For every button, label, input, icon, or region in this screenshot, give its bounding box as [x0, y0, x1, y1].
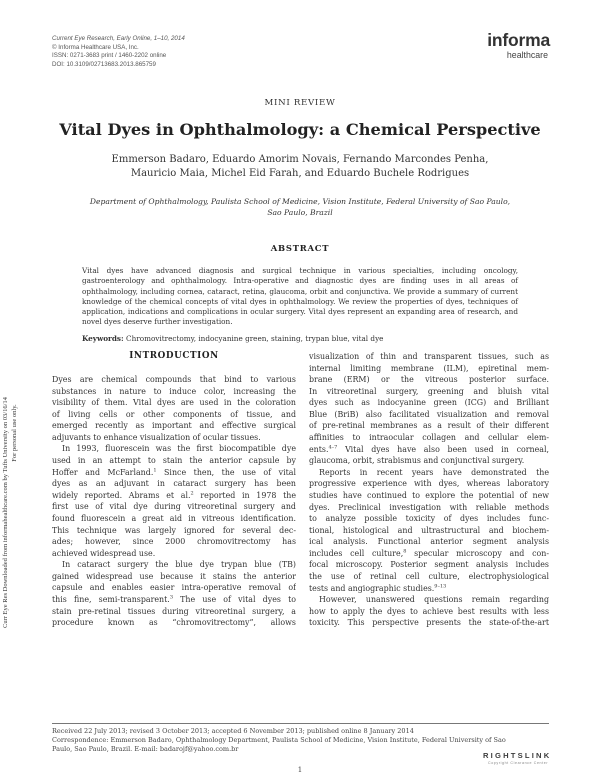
text-line: widely reported. Abrams et al.$^2$ reported in 1978 the: [52, 490, 296, 500]
affiliation-line: Sao Paulo, Brazil: [267, 208, 333, 217]
text-line: toxicity. This perspective presents the state-of-the-art: [309, 618, 549, 628]
footnote-divider: [52, 723, 549, 724]
author-line: Mauricio Maia, Michel Eid Farah, and Eduardo Buchele Rodrigues: [130, 167, 470, 179]
text-line: affinities to intraocular collagen and cellular elem-: [309, 433, 549, 443]
text-line: capsule and enables easier intra-operative removal of: [52, 583, 296, 593]
copyright-line: © Informa Healthcare USA, Inc.: [52, 43, 139, 51]
text-line: Reports in recent years have demonstrated the: [319, 467, 549, 477]
correspondence-cont: Paulo, Sao Paulo, Brazil. E-mail: badarojf@yahoo.com.br: [52, 745, 239, 754]
text-line: visualization of thin and transparent tissues, such as: [309, 352, 549, 361]
download-watermark: [2, 238, 19, 628]
reference-marker[interactable]: 4–7: [328, 444, 338, 450]
text-line: This technique was largely ignored for several dec-: [52, 525, 296, 535]
article-title: Vital Dyes in Ophthalmology: a Chemical Perspective: [59, 120, 541, 139]
reference-marker[interactable]: 2: [190, 490, 194, 497]
text-line: dyes such as indocyanine green (ICG) and Brilliant: [309, 398, 549, 408]
journal-citation: Current Eye Research, Early Online, 1–10, 2014: [52, 35, 185, 42]
text-line: In cataract surgery the blue dye trypan blue (TB): [62, 560, 296, 570]
text-line-with-ref: [52, 467, 296, 479]
text-line: visibility of them. Vital dyes are used in the coloration: [52, 398, 296, 408]
text-line: first use of vital dye during vitreoretinal surgery and: [52, 502, 296, 512]
keywords-text: Chromovitrectomy, indocyanine green, staining, trypan blue, vital dye: [126, 334, 384, 343]
download-line: Curr Eye Res Downloaded from informahealthcare.com by Tufts University on 03/16/14: [2, 397, 9, 628]
journal-meta: [52, 35, 185, 69]
rightslink-sub: Copyright Clearance Center: [488, 761, 549, 765]
text-line: substances in nature to induce color, increasing the: [52, 386, 296, 396]
text-line: Blue (BriB) also facilitated visualization and removal: [309, 409, 549, 419]
affiliation-line: Department of Ophthalmology, Paulista School of Medicine, Vision Institute, Federal University of Sao Paulo,: [89, 197, 511, 206]
publisher-sub: healthcare: [506, 50, 548, 60]
text-line: studies have continued to explore the potential of new: [309, 490, 549, 500]
rightslink-logo[interactable]: RIGHTSLINK: [483, 751, 552, 760]
text-line: includes cell culture,$^8$ specular microscopy and con-: [309, 548, 549, 558]
keywords-label: Keywords:: [82, 334, 124, 343]
text-line: found fluorescein a great aid in vitreous identification.: [52, 513, 296, 523]
text-line: focal microscopy. Posterior segment analysis includes: [309, 560, 549, 570]
correspondence: Correspondence: Emmerson Badaro, Ophthalmology Department, Paulista School of Medicine, Vision Institute, Federal University of Sao: [52, 736, 506, 745]
text-line: used in an attempt to stain the anterior capsule by: [52, 456, 296, 466]
footnote: [52, 727, 549, 755]
author-list: [60, 153, 540, 180]
author-line: Emmerson Badaro, Eduardo Amorim Novais, Fernando Marcondes Penha,: [111, 154, 489, 165]
right-column: [309, 351, 549, 629]
text-line: stain pre-retinal tissues during vitreoretinal surgery, a: [52, 606, 296, 616]
text-line: how to apply the dyes to achieve best results with less: [309, 606, 549, 616]
abstract-text: Vital dyes have advanced diagnosis and surgical technique in various specialties, including oncology, gastroenterology and ophthalmology. Intra-operative and diagnostic dyes are finding uses in all areas of ophthalmology, including cornea, cataract, retina, glaucoma, orbit and conjunctiva. We provide a summary of current knowledge of the chemical concepts of vital dyes in ophthalmology. We review the properties of dyes, techniques of application, indications and complications in ocular surgery. Vital dyes represent an expanding area of research, and novel dyes deserve further investigation.: [82, 266, 518, 327]
issn-line: ISSN: 0271-3683 print / 1460-2202 online: [52, 52, 167, 60]
publisher-name: informa: [487, 30, 550, 50]
publisher-logo: [468, 31, 550, 60]
text-line: this fine, semi-transparent.$^3$ The use of vital dyes to: [52, 594, 296, 604]
reference-marker[interactable]: 1: [153, 467, 157, 473]
text-line: brane (ERM) or the vitreous posterior surface.: [309, 375, 549, 385]
page-number: 1: [297, 766, 303, 774]
text-line: to analyze possible toxicity of dyes includes func-: [309, 514, 549, 524]
text-line: dyes as an adjuvant in cataract surgery has been: [52, 479, 296, 489]
text-line: progressive experience with dyes, whereas laboratory: [309, 479, 549, 489]
text-line: procedure known as “chromovitrectomy”, allows: [52, 618, 296, 628]
text-line: However, unanswered questions remain regarding: [319, 595, 549, 605]
reference-marker[interactable]: 9–13: [434, 582, 447, 589]
personal-use-line: For personal use only.: [10, 404, 18, 462]
intro-heading: INTRODUCTION: [129, 351, 219, 361]
text-line: gained widespread use because it stains the anterior: [52, 571, 296, 581]
text-line: glaucoma, orbit, strabismus and conjunctival surgery.: [309, 456, 525, 466]
text-line: In vitreoretinal surgery, greening and bluish vital: [309, 386, 549, 396]
text-line: achieved widespread use.: [52, 548, 156, 558]
text-line: dyes. Preclinical investigation with reliable methods: [309, 502, 549, 512]
text-line: of pre-retinal membranes as a result of their different: [309, 421, 549, 431]
text-line: Hoffer and McFarland.$^1$ Since then, the use of vital: [52, 467, 296, 477]
text-line: the use of retinal cell culture, electrophysiological: [309, 571, 549, 581]
text-line: tional, histological and ultrastructural and biochem-: [309, 525, 549, 535]
keywords: [82, 334, 518, 343]
abstract-heading: ABSTRACT: [270, 243, 330, 253]
doi-line: DOI: 10.3109/02713683.2013.865759: [52, 60, 156, 68]
text-line: adjuvants to enhance visualization of ocular tissues.: [52, 432, 261, 442]
text-line: internal limiting membrane (ILM), epiretinal mem-: [309, 363, 549, 373]
section-label: MINI REVIEW: [264, 98, 336, 108]
left-column: [52, 374, 296, 629]
text-line: tests and angiographic studies.$^{9-13}$: [309, 582, 447, 593]
text-line: ents.$^{4-7}$ Vital dyes have also been used in corneal,: [309, 444, 549, 454]
reference-marker[interactable]: 3: [169, 594, 173, 601]
text-line: emerged recently as important and effective surgical: [52, 421, 296, 431]
text-line: ades; however, since 2000 chromovitrectomy has: [52, 537, 296, 547]
received-dates: Received 22 July 2013; revised 3 October 2013; accepted 6 November 2013; published online 8 January 2014: [52, 727, 414, 735]
text-line: In 1993, fluorescein was the first biocompatible dye: [62, 444, 296, 454]
text-line: ical analysis. Functional anterior segment analysis: [309, 537, 549, 547]
affiliation: [60, 196, 540, 218]
reference-marker[interactable]: 8: [403, 548, 407, 555]
text-line: of living cells or other components of tissue, and: [52, 409, 296, 419]
text-line: Dyes are chemical compounds that bind to various: [52, 375, 296, 384]
